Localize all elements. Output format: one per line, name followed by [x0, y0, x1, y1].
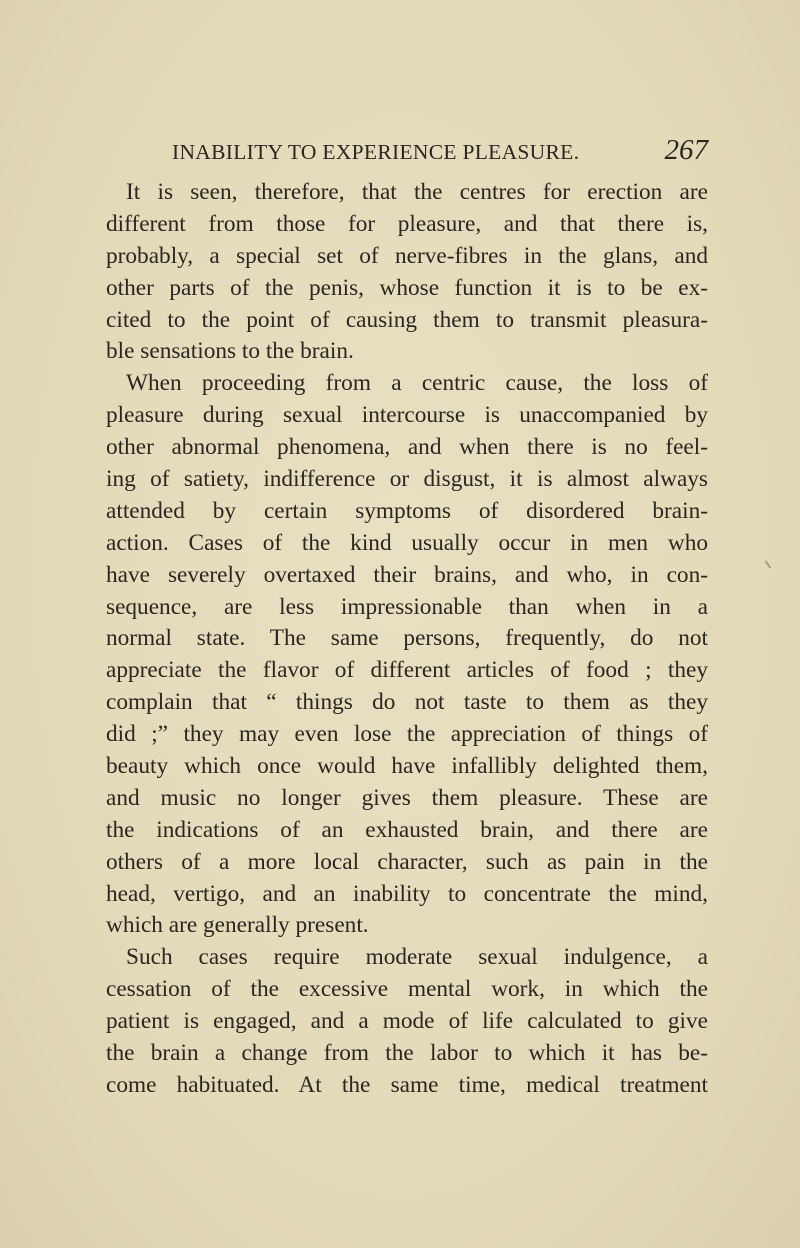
text-line: other abnormal phenomena, and when there is no feel- [106, 434, 708, 461]
text-line: others of a more local character, such as pain in the [106, 848, 708, 875]
text-line: probably, a special set of nerve-fibres in the glans, and [106, 242, 708, 269]
text-line: did ;” they may even lose the appreciation of things of [106, 721, 708, 748]
text-line: patient is engaged, and a mode of life calculated to give [106, 1008, 708, 1035]
text-line: and music no longer gives them pleasure. These are [106, 784, 708, 811]
text-line: complain that “ things do not taste to them as they [106, 689, 708, 716]
text-line: cessation of the excessive mental work, in which the [106, 976, 708, 1003]
text-line: cited to the point of causing them to transmit pleasura- [106, 306, 708, 333]
text-line: normal state. The same persons, frequently, do not [106, 625, 708, 652]
page-number: 267 [664, 134, 708, 166]
text-line: which are generally present. [106, 912, 369, 939]
text-line: sequence, are less impressionable than when in a [106, 593, 708, 620]
text-line: head, vertigo, and an inability to concentrate the mind, [106, 880, 708, 907]
text-line: ble sensations to the brain. [106, 338, 354, 365]
text-line: action. Cases of the kind usually occur in men who [106, 529, 708, 556]
text-line: have severely overtaxed their brains, and who, in con- [106, 561, 708, 588]
text-line: the indications of an exhausted brain, and there are [106, 816, 708, 843]
text-line: other parts of the penis, whose function it is to be ex- [106, 274, 708, 301]
text-line: beauty which once would have infallibly delighted them, [106, 753, 708, 780]
text-line: different from those for pleasure, and that there is, [106, 210, 708, 237]
body-text [106, 177, 708, 1102]
text-line: ing of satiety, indifference or disgust, it is almost always [106, 466, 708, 493]
running-head [172, 134, 708, 174]
text-line: When proceeding from a centric cause, the loss of [126, 370, 708, 397]
text-line: the brain a change from the labor to which it has be- [106, 1040, 708, 1067]
paper-speck [765, 560, 772, 569]
running-title: INABILITY TO EXPERIENCE PLEASURE. [172, 140, 580, 164]
text-line: pleasure during sexual intercourse is unaccompanied by [106, 402, 708, 429]
text-line: come habituated. At the same time, medical treatment [106, 1071, 708, 1098]
text-line: attended by certain symptoms of disordered brain- [106, 497, 708, 524]
text-line: Such cases require moderate sexual indulgence, a [126, 944, 708, 971]
text-line: appreciate the flavor of different articles of food ; they [106, 657, 708, 684]
text-line: It is seen, therefore, that the centres for erection are [126, 179, 708, 205]
